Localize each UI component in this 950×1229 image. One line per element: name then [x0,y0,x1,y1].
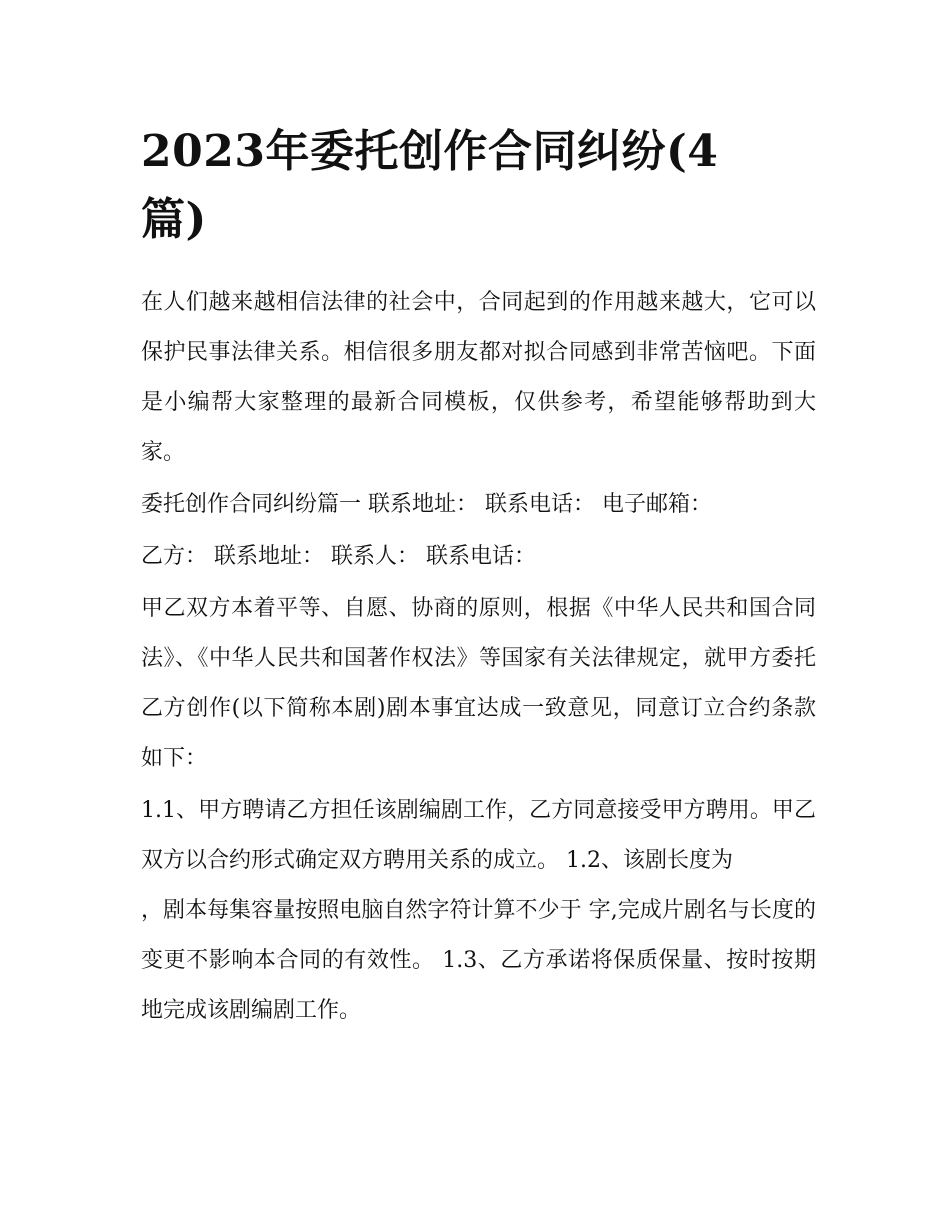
document-title: 2023年委托创作合同纠纷(4篇) [141,126,719,245]
clause-paragraph: ，剧本每集容量按照电脑自然字符计算不少于 字,完成片剧名与长度的变更不影响本合同的有效性。 1.3、乙方承诺将保质保量、按时按期地完成该剧编剧工作。 [141,898,816,1023]
party-b-contact-line: 乙方： 联系地址： 联系人： 联系电话： [141,544,536,569]
clause-paragraph: 1.1、甲方聘请乙方担任该剧编剧工作，乙方同意接受甲方聘用。甲乙双方以合约形式确定双方聘用关系的成立。 1.2、该剧长度为 [141,798,816,873]
preamble-paragraph: 甲乙双方本着平等、自愿、协商的原则，根据《中华人民共和国合同法》、《中华人民共和国著作权法》等国家有关法律规定，就甲方委托乙方创作(以下简称本剧)剧本事宜达成一致意见，同意订立合约条款如下： [141,596,816,771]
party-a-contact-line: 委托创作合同纠纷篇一 联系地址： 联系电话： 电子邮箱： [141,492,712,517]
document-body [141,278,816,1038]
intro-paragraph: 在人们越来越相信法律的社会中，合同起到的作用越来越大，它可以保护民事法律关系。相信很多朋友都对拟合同感到非常苦恼吧。下面是小编帮大家整理的最新合同模板，仅供参考，希望能够帮助到大家。 [141,290,816,465]
